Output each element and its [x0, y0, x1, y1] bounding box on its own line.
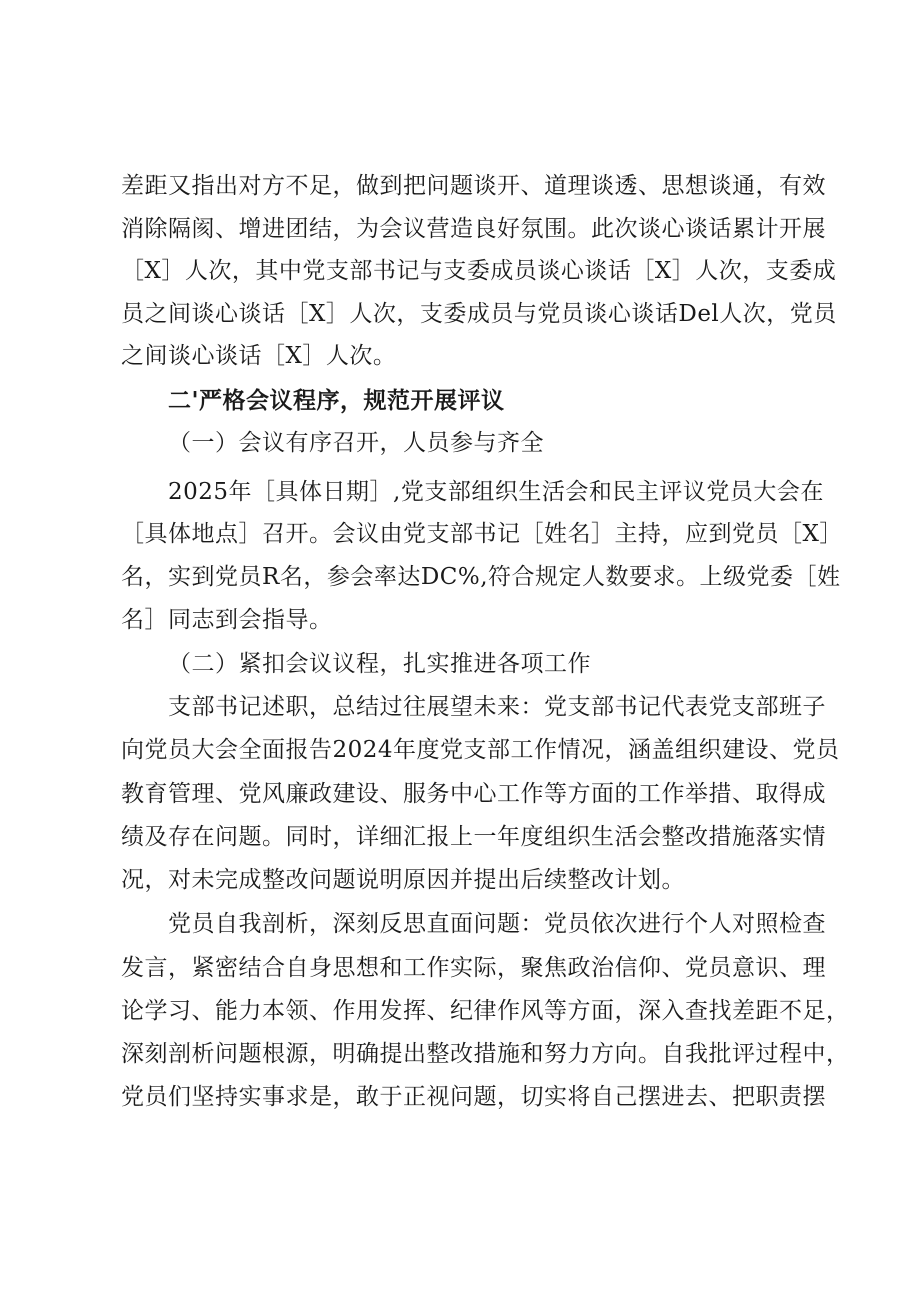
paragraph-3-line-2: 向党员大会全面报告2024年度党支部工作情况，涵盖组织建设、党员: [121, 737, 840, 763]
subsection-1-heading: （一）会议有序召开，人员参与齐全: [168, 430, 544, 456]
paragraph-2-line-2: ［具体地点］召开。会议由党支部书记［姓名］主持，应到党员［X］: [121, 521, 843, 547]
paragraph-1-line-1: 差距又指出对方不足，做到把问题谈开、道理谈透、思想谈通，有效: [121, 173, 826, 199]
paragraph-2-line-3: 名，实到党员R名，参会率达DC%,符合规定人数要求。上级党委［姓: [121, 564, 841, 590]
paragraph-3-line-1: 支部书记述职，总结过往展望未来：党支部书记代表党支部班子: [168, 694, 826, 720]
paragraph-4-line-5: 党员们坚持实事求是，敢于正视问题，切实将自己摆进去、把职责摆: [121, 1084, 826, 1110]
subsection-2-heading: （二）紧扣会议议程，扎实推进各项工作: [168, 651, 591, 677]
paragraph-1-line-4: 员之间谈心谈话［X］人次，支委成员与党员谈心谈话Del人次，党员: [121, 301, 837, 327]
paragraph-1-line-5: 之间谈心谈话［X］人次。: [121, 343, 397, 369]
section-2-heading: 二'严格会议程序，规范开展评议: [168, 387, 505, 414]
paragraph-1-line-2: 消除隔阂、增进团结，为会议营造良好氛围。此次谈心谈话累计开展: [121, 216, 826, 242]
paragraph-4-line-1: 党员自我剖析，深刻反思直面问题：党员依次进行个人对照检查: [168, 911, 826, 937]
paragraph-3-line-3: 教育管理、党风廉政建设、服务中心工作等方面的工作举措、取得成: [121, 781, 826, 807]
paragraph-3-line-4: 绩及存在问题。同时，详细汇报上一年度组织生活会整改措施落实情: [121, 824, 826, 850]
paragraph-4-line-4: 深刻剖析问题根源，明确提出整改措施和努力方向。自我批评过程中，: [121, 1041, 850, 1067]
paragraph-4-line-2: 发言，紧密结合自身思想和工作实际，聚焦政治信仰、党员意识、理: [121, 955, 826, 981]
paragraph-1-line-3: ［X］人次，其中党支部书记与支委成员谈心谈话［X］人次，支委成: [121, 258, 837, 284]
paragraph-3-line-5: 况，对未完成整改问题说明原因并提出后续整改计划。: [121, 867, 685, 893]
paragraph-4-line-3: 论学习、能力本领、作用发挥、纪律作风等方面，深入查找差距不足，: [121, 998, 850, 1024]
paragraph-2-line-1: 2025年［具体日期］,党支部组织生活会和民主评议党员大会在: [168, 479, 824, 505]
paragraph-2-line-4: 名］同志到会指导。: [121, 607, 333, 633]
